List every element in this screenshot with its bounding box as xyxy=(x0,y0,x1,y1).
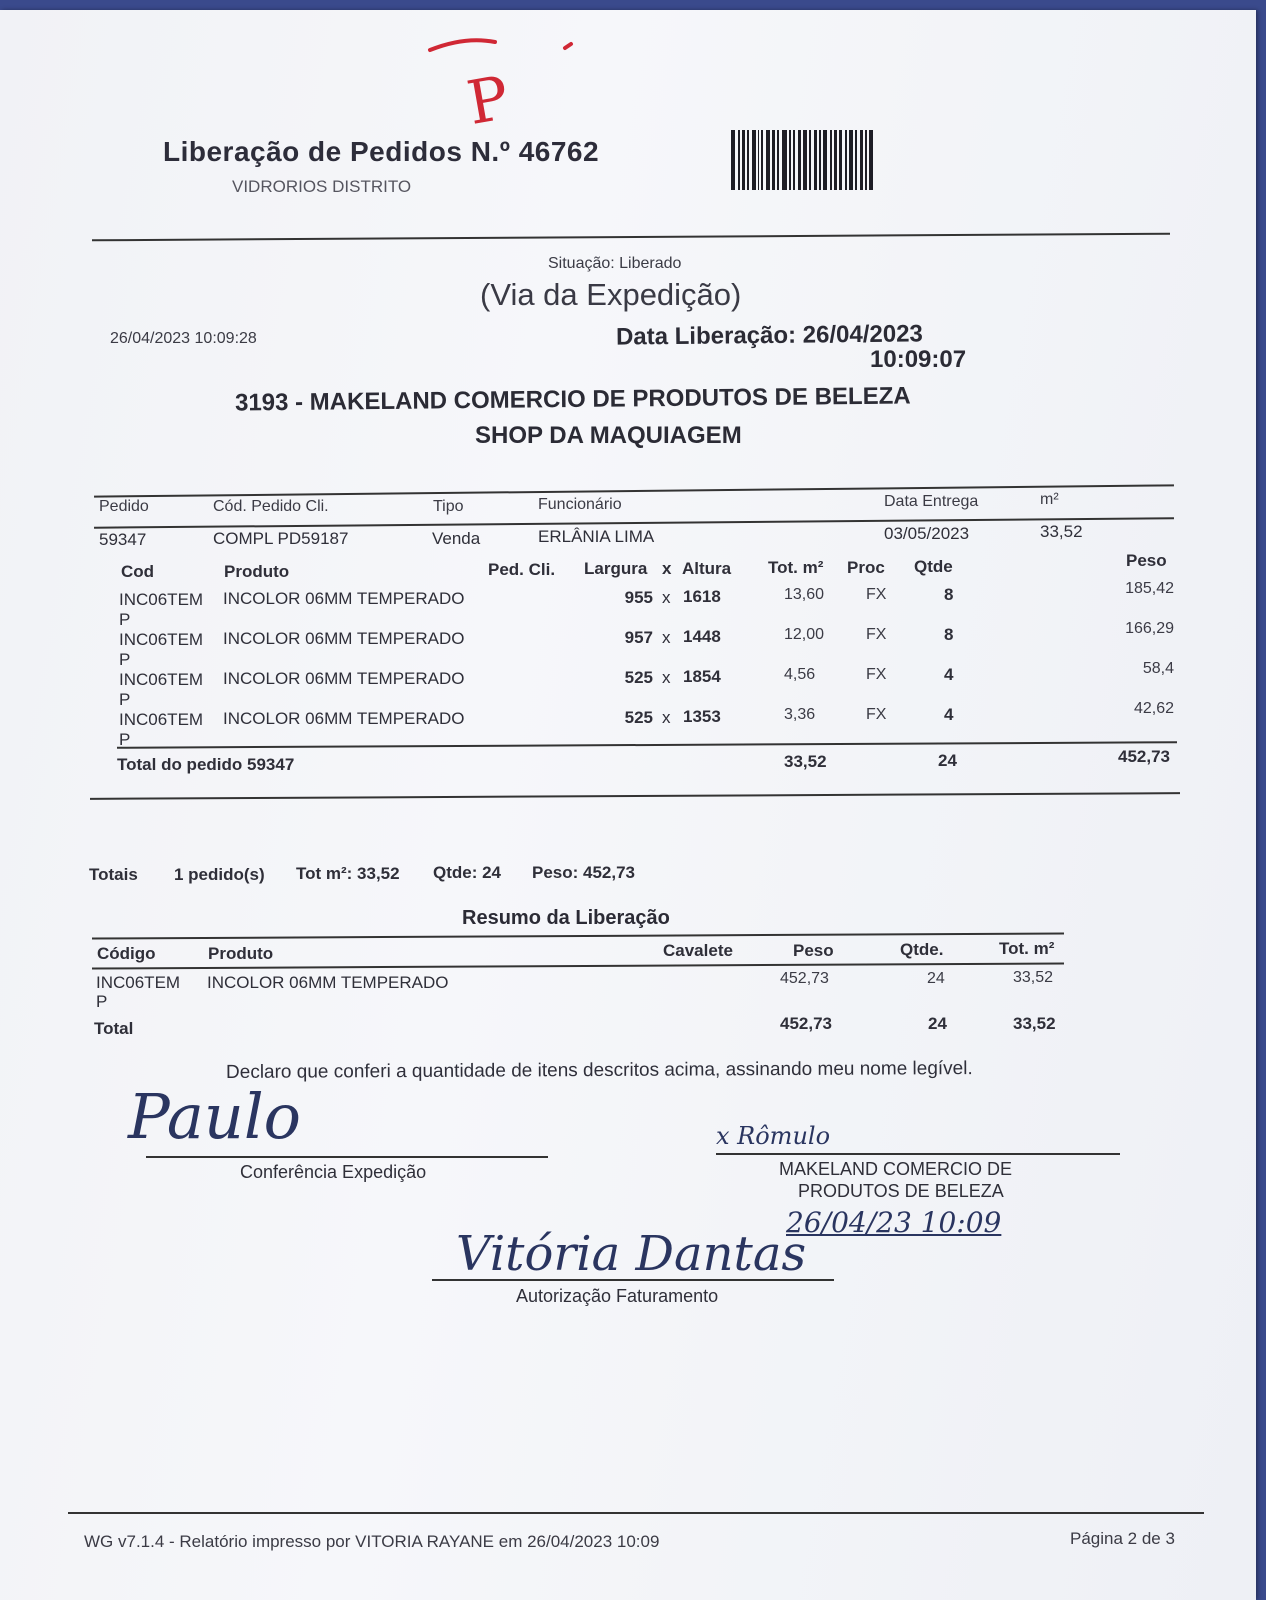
item-peso: 185,42 xyxy=(1125,580,1174,597)
summary-row-cod-suffix: P xyxy=(96,992,108,1011)
company-name: VIDRORIOS DISTRITO xyxy=(232,177,412,196)
item-altura: 1448 xyxy=(683,627,721,646)
totals-qtde: Qtde: 24 xyxy=(433,863,502,882)
items-col-cod: Cod xyxy=(121,562,155,581)
totals-pedidos: 1 pedido(s) xyxy=(174,865,265,884)
status-text: Situação: Liberado xyxy=(548,255,682,272)
footer-divider xyxy=(68,1512,1204,1514)
item-largura: 525 xyxy=(624,668,653,687)
document-title: Liberação de Pedidos N.º 46762 xyxy=(163,136,600,167)
items-col-x: x xyxy=(662,559,672,578)
item-qtde: 4 xyxy=(944,665,954,684)
item-qtde: 8 xyxy=(944,585,954,604)
declaration-text: Declaro que conferi a quantidade de itens descritos acima, assinando meu nome legível. xyxy=(225,1058,973,1083)
totals-peso: Peso: 452,73 xyxy=(532,863,636,882)
barcode-bar xyxy=(761,130,763,190)
barcode-bar xyxy=(809,130,811,190)
summary-total-peso: 452,73 xyxy=(780,1014,832,1033)
barcode-bar xyxy=(766,130,770,190)
item-cod: INC06TEM xyxy=(119,710,204,729)
item-cod-suffix: P xyxy=(119,690,131,709)
items-col-qtde: Qtde xyxy=(914,557,953,576)
conferencia-signature: Paulo xyxy=(128,1080,301,1153)
barcode-bar xyxy=(782,130,787,190)
barcode-bar xyxy=(793,130,795,190)
header-divider xyxy=(92,233,1170,242)
autorizacao-signature: Vitória Dantas xyxy=(456,1226,807,1282)
conferencia-sig-line xyxy=(146,1156,548,1158)
item-cod: INC06TEM xyxy=(119,670,204,689)
col-tipo: Tipo xyxy=(433,498,464,515)
barcode-bar xyxy=(798,130,801,190)
barcode-bar xyxy=(830,130,832,190)
totals-label: Totais xyxy=(89,865,138,884)
item-x: x xyxy=(662,668,671,687)
item-tot-m2: 12,00 xyxy=(784,626,825,643)
items-col-ped-cli: Ped. Cli. xyxy=(488,560,556,579)
col-pedido: Pedido xyxy=(99,498,149,515)
footer-print-info: WG v7.1.4 - Relatório impresso por VITORIA RAYANE em 26/04/2023 10:09 xyxy=(84,1532,660,1551)
document-page xyxy=(0,10,1256,1600)
summary-total-tot-m2: 33,52 xyxy=(1013,1014,1056,1033)
footer-page-number: Página 2 de 3 xyxy=(1070,1529,1175,1548)
items-col-peso: Peso xyxy=(1126,551,1167,570)
order-data-entrega: 03/05/2023 xyxy=(884,524,970,543)
printed-timestamp: 26/04/2023 10:09:28 xyxy=(110,330,257,347)
item-peso: 58,4 xyxy=(1142,660,1174,677)
summary-col-cavalete: Cavalete xyxy=(663,941,733,960)
barcode-bar xyxy=(738,130,740,190)
autorizacao-sig-line xyxy=(432,1279,834,1281)
items-col-altura: Altura xyxy=(682,559,732,578)
client-label-2: PRODUTOS DE BELEZA xyxy=(798,1181,1004,1201)
barcode-bar xyxy=(777,130,779,190)
barcode-bar xyxy=(747,130,749,190)
items-col-largura: Largura xyxy=(584,559,648,578)
barcode-bar xyxy=(772,130,775,190)
item-produto: INCOLOR 06MM TEMPERADO xyxy=(223,669,465,688)
item-tot-m2: 13,60 xyxy=(784,586,825,603)
item-proc: FX xyxy=(866,706,887,723)
item-peso: 42,62 xyxy=(1133,700,1174,717)
item-x: x xyxy=(662,628,671,647)
barcode-bar xyxy=(731,130,735,190)
items-col-proc: Proc xyxy=(847,558,885,577)
barcode-bar xyxy=(823,130,827,190)
barcode-bar xyxy=(789,130,791,190)
client-sig-line xyxy=(716,1153,1120,1155)
via-label: (Via da Expedição) xyxy=(480,277,742,312)
barcode-icon xyxy=(731,130,921,190)
item-cod: INC06TEM xyxy=(119,630,204,649)
summary-top-divider xyxy=(92,932,1064,939)
barcode-bar xyxy=(819,130,821,190)
order-top-divider xyxy=(94,484,1174,497)
release-time: 10:09:07 xyxy=(870,346,967,373)
item-x: x xyxy=(662,588,671,607)
barcode-bar xyxy=(865,130,867,190)
order-cod-pedido: COMPL PD59187 xyxy=(213,529,349,548)
client-name: 3193 - MAKELAND COMERCIO DE PRODUTOS DE BELEZA xyxy=(234,382,911,417)
col-funcionario: Funcionário xyxy=(538,496,622,513)
summary-row-produto: INCOLOR 06MM TEMPERADO xyxy=(207,973,449,992)
summary-total-label: Total xyxy=(94,1019,134,1038)
item-cod: INC06TEM xyxy=(119,590,204,609)
release-date: Data Liberação: 26/04/2023 xyxy=(615,320,923,351)
order-funcionario: ERLÂNIA LIMA xyxy=(538,527,655,546)
items-bottom-divider xyxy=(117,741,1177,749)
barcode-bar xyxy=(849,130,853,190)
item-produto: INCOLOR 06MM TEMPERADO xyxy=(223,709,465,728)
barcode-bar xyxy=(834,130,837,190)
order-total-label: Total do pedido 59347 xyxy=(117,755,295,774)
client-shop: SHOP DA MAQUIAGEM xyxy=(475,422,742,449)
order-section-end-divider xyxy=(90,792,1180,800)
summary-col-codigo: Código xyxy=(97,944,156,963)
col-data-entrega: Data Entrega xyxy=(884,493,979,510)
items-col-tot-m2: Tot. m² xyxy=(768,558,824,577)
barcode-bar xyxy=(758,130,759,190)
summary-row-cod: INC06TEM xyxy=(96,973,181,992)
item-proc: FX xyxy=(866,666,887,683)
item-proc: FX xyxy=(866,626,887,643)
item-largura: 957 xyxy=(624,628,653,647)
conferencia-label: Conferência Expedição xyxy=(240,1162,427,1182)
summary-row-peso: 452,73 xyxy=(780,970,829,987)
client-signature: x Rômulo xyxy=(716,1122,831,1150)
item-cod-suffix: P xyxy=(119,730,131,749)
item-tot-m2: 3,36 xyxy=(784,706,816,723)
item-qtde: 4 xyxy=(944,705,954,724)
item-largura: 525 xyxy=(624,708,653,727)
item-cod-suffix: P xyxy=(119,610,131,629)
col-m2: m² xyxy=(1040,491,1059,508)
item-altura: 1854 xyxy=(683,667,721,686)
barcode-bar xyxy=(839,130,842,190)
summary-row-tot-m2: 33,52 xyxy=(1013,969,1054,986)
order-pedido: 59347 xyxy=(99,530,147,549)
order-total-m2: 33,52 xyxy=(784,752,827,771)
barcode-bar xyxy=(869,130,873,190)
barcode-bar xyxy=(855,130,857,190)
handwritten-mark: P xyxy=(462,63,515,139)
item-altura: 1618 xyxy=(683,587,721,606)
item-produto: INCOLOR 06MM TEMPERADO xyxy=(223,589,465,608)
client-label-1: MAKELAND COMERCIO DE xyxy=(779,1159,1013,1179)
item-produto: INCOLOR 06MM TEMPERADO xyxy=(223,629,465,648)
item-x: x xyxy=(662,708,671,727)
barcode-bar xyxy=(845,130,847,190)
autorizacao-label: Autorização Faturamento xyxy=(516,1286,719,1306)
summary-title: Resumo da Liberação xyxy=(462,907,670,929)
barcode-bar xyxy=(752,130,756,190)
order-m2: 33,52 xyxy=(1040,522,1083,541)
barcode-bar xyxy=(803,130,807,190)
item-cod-suffix: P xyxy=(119,650,131,669)
order-total-qtde: 24 xyxy=(938,751,957,770)
barcode-bar xyxy=(742,130,745,190)
item-largura: 955 xyxy=(624,588,653,607)
totals-m2: Tot m²: 33,52 xyxy=(296,864,400,883)
items-col-produto: Produto xyxy=(224,562,290,581)
order-total-peso: 452,73 xyxy=(1118,747,1170,766)
handwritten-stroke-icon xyxy=(425,28,585,58)
barcode-bar xyxy=(860,130,863,190)
summary-col-produto: Produto xyxy=(208,944,274,963)
item-proc: FX xyxy=(866,586,887,603)
order-tipo: Venda xyxy=(432,529,481,548)
item-qtde: 8 xyxy=(944,625,954,644)
item-tot-m2: 4,56 xyxy=(784,666,816,683)
handwritten-date: 26/04/23 10:09 xyxy=(786,1206,1002,1239)
summary-row-qtde: 24 xyxy=(927,970,945,987)
summary-col-peso: Peso xyxy=(793,941,834,960)
summary-col-qtde: Qtde. xyxy=(900,940,944,959)
summary-col-tot-m2: Tot. m² xyxy=(999,939,1055,958)
summary-total-qtde: 24 xyxy=(928,1014,947,1033)
item-altura: 1353 xyxy=(683,707,721,726)
col-cod-pedido: Cód. Pedido Cli. xyxy=(213,498,329,515)
item-peso: 166,29 xyxy=(1125,620,1174,637)
barcode-bar xyxy=(814,130,817,190)
